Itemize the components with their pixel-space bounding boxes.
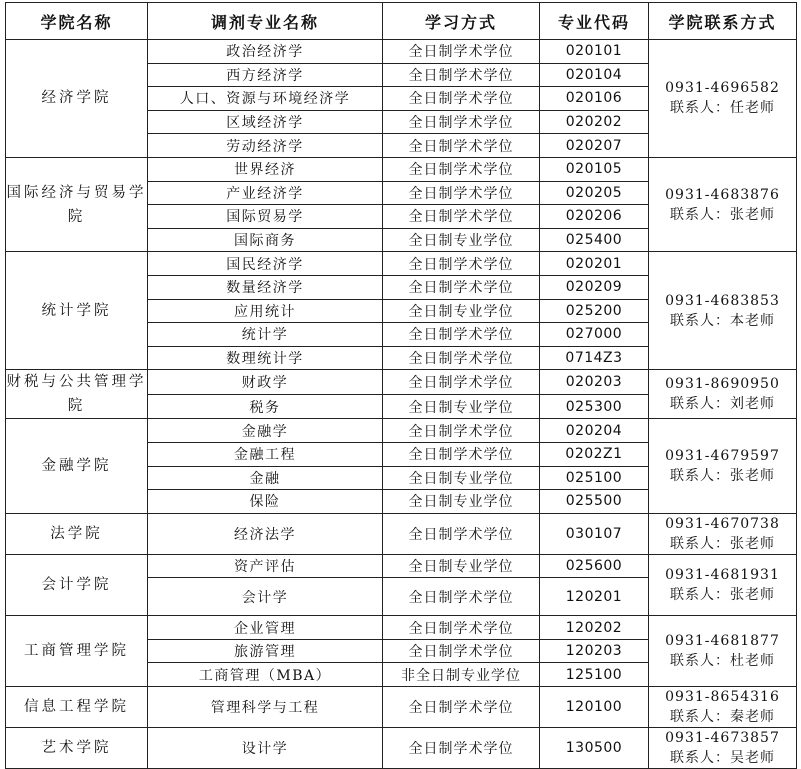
table-row <box>6 419 797 443</box>
study-mode: 全日制学术学位 <box>383 110 540 134</box>
major-code: 020104 <box>540 63 649 87</box>
table-row <box>6 40 797 64</box>
school-name: 金融学院 <box>6 419 148 513</box>
major-code: 020106 <box>540 87 649 111</box>
major-name: 产业经济学 <box>148 181 383 205</box>
contact-person: 联系人：张老师 <box>670 206 775 223</box>
contact-phone: 0931-4681931 <box>665 566 780 583</box>
school-contact <box>649 157 797 251</box>
school-name: 法学院 <box>6 513 148 554</box>
school-contact <box>649 687 797 728</box>
major-code: 025300 <box>540 394 649 419</box>
contact-phone: 0931-8654316 <box>665 689 780 706</box>
contact-person: 联系人：吴老师 <box>670 750 775 767</box>
major-code: 020202 <box>540 110 649 134</box>
contact-person: 联系人：张老师 <box>670 586 775 603</box>
header-school: 学院名称 <box>6 3 148 40</box>
contact-phone: 0931-4681877 <box>665 633 780 650</box>
study-mode: 全日制学术学位 <box>383 87 540 111</box>
major-code: 030107 <box>540 513 649 554</box>
table-row <box>6 370 797 395</box>
major-name: 金融学 <box>148 419 383 443</box>
major-name: 税务 <box>148 394 383 419</box>
study-mode: 全日制专业学位 <box>383 490 540 514</box>
major-code: 130500 <box>540 728 649 769</box>
major-name: 企业管理 <box>148 616 383 640</box>
contact-person: 联系人：本老师 <box>670 312 775 329</box>
major-name: 应用统计 <box>148 299 383 323</box>
study-mode: 全日制学术学位 <box>383 639 540 663</box>
study-mode: 全日制学术学位 <box>383 616 540 640</box>
contact-phone: 0931-4670738 <box>665 515 780 532</box>
contact-phone: 0931-4679597 <box>665 448 780 464</box>
header-mode: 学习方式 <box>383 3 540 40</box>
contact-phone: 0931-4683853 <box>665 292 780 309</box>
major-name: 数量经济学 <box>148 275 383 299</box>
major-code: 020101 <box>540 40 649 64</box>
school-contact <box>649 616 797 687</box>
study-mode: 全日制学术学位 <box>383 442 540 466</box>
major-name: 设计学 <box>148 728 383 769</box>
school-name: 统计学院 <box>6 252 148 370</box>
table-body <box>6 40 797 769</box>
table-row <box>6 513 797 554</box>
major-code: 020203 <box>540 370 649 395</box>
major-name: 旅游管理 <box>148 639 383 663</box>
school-name: 信息工程学院 <box>6 687 148 728</box>
major-name: 资产评估 <box>148 554 383 578</box>
study-mode: 全日制专业学位 <box>383 554 540 578</box>
study-mode: 全日制专业学位 <box>383 299 540 323</box>
study-mode: 全日制学术学位 <box>383 63 540 87</box>
study-mode: 全日制学术学位 <box>383 370 540 395</box>
school-contact <box>649 728 797 769</box>
major-code: 027000 <box>540 323 649 347</box>
major-code: 025100 <box>540 466 649 490</box>
major-name: 统计学 <box>148 323 383 347</box>
study-mode: 全日制学术学位 <box>383 205 540 229</box>
major-name: 国民经济学 <box>148 252 383 276</box>
contact-person: 联系人：任老师 <box>670 100 775 117</box>
major-code: 120203 <box>540 639 649 663</box>
major-name: 数理统计学 <box>148 346 383 370</box>
school-contact <box>649 513 797 554</box>
study-mode: 全日制学术学位 <box>383 181 540 205</box>
study-mode: 全日制学术学位 <box>383 252 540 276</box>
major-code: 0202Z1 <box>540 442 649 466</box>
study-mode: 全日制学术学位 <box>383 134 540 158</box>
contact-phone: 0931-4673857 <box>665 730 780 747</box>
school-name: 艺术学院 <box>6 728 148 769</box>
study-mode: 全日制学术学位 <box>383 513 540 554</box>
study-mode: 全日制学术学位 <box>383 728 540 769</box>
major-name: 金融工程 <box>148 442 383 466</box>
major-code: 0714Z3 <box>540 346 649 370</box>
table-row <box>6 554 797 578</box>
major-name: 政治经济学 <box>148 40 383 64</box>
table-row <box>6 616 797 640</box>
major-name: 西方经济学 <box>148 63 383 87</box>
major-name: 世界经济 <box>148 157 383 181</box>
header-code: 专业代码 <box>540 3 649 40</box>
contact-phone: 0931-8690950 <box>665 376 780 393</box>
major-name: 国际贸易学 <box>148 205 383 229</box>
major-name: 会计学 <box>148 578 383 616</box>
contact-person: 联系人：张老师 <box>670 468 775 484</box>
major-name: 管理科学与工程 <box>148 687 383 728</box>
major-code: 020201 <box>540 252 649 276</box>
contact-person: 联系人：杜老师 <box>670 653 775 670</box>
study-mode: 全日制学术学位 <box>383 346 540 370</box>
study-mode: 全日制专业学位 <box>383 466 540 490</box>
table-row <box>6 687 797 728</box>
contact-phone: 0931-4683876 <box>665 186 780 203</box>
major-code: 020206 <box>540 205 649 229</box>
study-mode: 全日制学术学位 <box>383 323 540 347</box>
major-code: 120201 <box>540 578 649 616</box>
contact-person: 联系人：张老师 <box>670 535 775 552</box>
study-mode: 全日制学术学位 <box>383 157 540 181</box>
major-name: 工商管理（MBA） <box>148 663 383 687</box>
header-major: 调剂专业名称 <box>148 3 383 40</box>
major-name: 劳动经济学 <box>148 134 383 158</box>
study-mode: 全日制学术学位 <box>383 578 540 616</box>
school-name: 国际经济与贸易学院 <box>6 157 148 251</box>
school-name: 经济学院 <box>6 40 148 158</box>
major-name: 保险 <box>148 490 383 514</box>
study-mode: 全日制专业学位 <box>383 394 540 419</box>
contact-phone: 0931-4696582 <box>665 80 780 97</box>
major-code: 020205 <box>540 181 649 205</box>
major-code: 120202 <box>540 616 649 640</box>
major-code: 020204 <box>540 419 649 443</box>
school-contact <box>649 40 797 158</box>
study-mode: 全日制学术学位 <box>383 275 540 299</box>
header-contact: 学院联系方式 <box>649 3 797 40</box>
school-name: 财税与公共管理学院 <box>6 370 148 419</box>
study-mode: 全日制学术学位 <box>383 419 540 443</box>
major-name: 国际商务 <box>148 228 383 252</box>
school-contact <box>649 419 797 513</box>
adjustment-majors-table <box>5 2 797 769</box>
major-code: 020209 <box>540 275 649 299</box>
major-code: 120100 <box>540 687 649 728</box>
school-name: 工商管理学院 <box>6 616 148 687</box>
major-code: 020105 <box>540 157 649 181</box>
study-mode: 非全日制专业学位 <box>383 663 540 687</box>
school-contact <box>649 370 797 419</box>
major-code: 020207 <box>540 134 649 158</box>
major-name: 金融 <box>148 466 383 490</box>
major-code: 025600 <box>540 554 649 578</box>
major-code: 125100 <box>540 663 649 687</box>
major-name: 区域经济学 <box>148 110 383 134</box>
school-contact <box>649 554 797 616</box>
study-mode: 全日制学术学位 <box>383 687 540 728</box>
major-code: 025400 <box>540 228 649 252</box>
table-row <box>6 728 797 769</box>
school-contact <box>649 252 797 370</box>
major-code: 025200 <box>540 299 649 323</box>
study-mode: 全日制学术学位 <box>383 40 540 64</box>
header-row <box>6 3 797 40</box>
contact-person: 联系人：秦老师 <box>670 709 775 726</box>
major-name: 财政学 <box>148 370 383 395</box>
school-name: 会计学院 <box>6 554 148 616</box>
table-row <box>6 252 797 276</box>
major-code: 025500 <box>540 490 649 514</box>
major-name: 经济法学 <box>148 513 383 554</box>
contact-person: 联系人：刘老师 <box>670 396 775 413</box>
table-row <box>6 157 797 181</box>
major-name: 人口、资源与环境经济学 <box>148 87 383 111</box>
study-mode: 全日制专业学位 <box>383 228 540 252</box>
